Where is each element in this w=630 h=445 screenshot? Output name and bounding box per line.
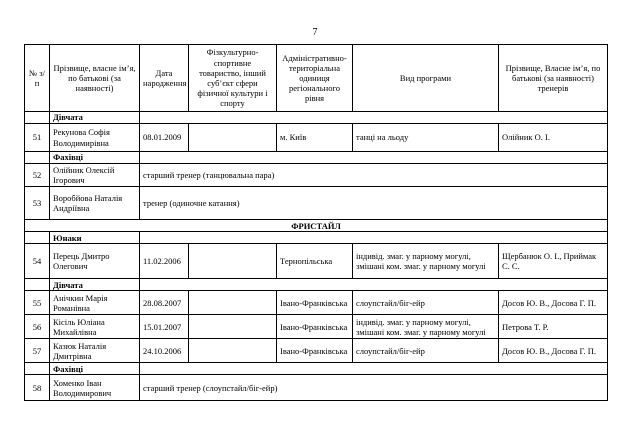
- athlete-row: [25, 291, 608, 315]
- athlete-coaches: Досов Ю. В., Досова Г. П.: [499, 291, 608, 315]
- athlete-row: [25, 339, 608, 363]
- section-filler: [140, 112, 608, 124]
- section-label: Дівчата: [50, 279, 140, 291]
- section-label: Юнаки: [50, 232, 140, 244]
- staff-role: старший тренер (слоупстайл/біг-ейр): [140, 375, 608, 401]
- row-number: 52: [25, 164, 50, 187]
- section-filler: [140, 152, 608, 164]
- athlete-name: Кісіль Юліана Михайлівна: [50, 315, 140, 339]
- athlete-program: індивід. змаг. у парному могулі, змішані ком. змаг. у парному могулі: [353, 315, 499, 339]
- athlete-name: Перець Дмитро Олегович: [50, 244, 140, 279]
- header-birthdate: Дата народження: [140, 45, 189, 112]
- section-filler: [140, 279, 608, 291]
- athlete-name: Анічкин Марія Романівна: [50, 291, 140, 315]
- staff-role: тренер (одиночне катання): [140, 187, 608, 220]
- section-label: Дівчата: [50, 112, 140, 124]
- staff-row: [25, 187, 608, 220]
- athletes-table: [24, 44, 608, 401]
- section-number-cell: [25, 363, 50, 375]
- athlete-region: Івано-Франківська: [277, 339, 353, 363]
- section-row: [25, 363, 608, 375]
- header-name: Прізвище, власне ім’я, по батькові (за наявності): [50, 45, 140, 112]
- staff-role: старший тренер (танцювальна пара): [140, 164, 608, 187]
- section-label: Фахівці: [50, 152, 140, 164]
- section-row: [25, 279, 608, 291]
- staff-row: [25, 375, 608, 401]
- row-number: 54: [25, 244, 50, 279]
- staff-name: Олійник Олексій Ігорович: [50, 164, 140, 187]
- section-filler: [140, 363, 608, 375]
- athlete-birthdate: 24.10.2006: [140, 339, 189, 363]
- athlete-birthdate: 15.01.2007: [140, 315, 189, 339]
- athlete-program: танці на льоду: [353, 124, 499, 152]
- athlete-society: [189, 339, 277, 363]
- row-number: 57: [25, 339, 50, 363]
- row-number: 55: [25, 291, 50, 315]
- sport-title-row: [25, 220, 608, 232]
- header-society: Фізкультурно-спортивне товариство, інший суб’єкт сфери фізичної культури і спорту: [189, 45, 277, 112]
- row-number: 58: [25, 375, 50, 401]
- athlete-region: Тернопільська: [277, 244, 353, 279]
- header-program: Вид програми: [353, 45, 499, 112]
- athlete-society: [189, 291, 277, 315]
- header-number: № з/п: [25, 45, 50, 112]
- athlete-birthdate: 28.08.2007: [140, 291, 189, 315]
- section-row: [25, 112, 608, 124]
- header-coaches: Прізвище, Власне ім’я, по батькові (за наявності) тренерів: [499, 45, 608, 112]
- athlete-coaches: Щербанюк О. І., Приймак С. С.: [499, 244, 608, 279]
- sport-title: ФРИСТАЙЛ: [25, 220, 608, 232]
- section-row: [25, 232, 608, 244]
- athlete-society: [189, 315, 277, 339]
- section-number-cell: [25, 112, 50, 124]
- athlete-birthdate: 11.02.2006: [140, 244, 189, 279]
- header-row: [25, 45, 608, 112]
- table-body: [25, 112, 608, 401]
- page-number: 7: [312, 27, 318, 38]
- athlete-region: Івано-Франківська: [277, 315, 353, 339]
- staff-name: Воробйова Наталія Андріївна: [50, 187, 140, 220]
- athlete-region: Івано-Франківська: [277, 291, 353, 315]
- section-number-cell: [25, 152, 50, 164]
- athlete-row: [25, 244, 608, 279]
- section-row: [25, 152, 608, 164]
- row-number: 51: [25, 124, 50, 152]
- staff-row: [25, 164, 608, 187]
- athlete-name: Казюк Наталія Дмитрівна: [50, 339, 140, 363]
- athlete-row: [25, 315, 608, 339]
- athlete-region: м. Київ: [277, 124, 353, 152]
- athlete-name: Рекунова Софія Володимирівна: [50, 124, 140, 152]
- athlete-program: слоупстайл/біг-ейр: [353, 339, 499, 363]
- athlete-program: індивід. змаг. у парному могулі, змішані ком. змаг. у парному могулі: [353, 244, 499, 279]
- header-region: Адміністративно-територіальна одиниця регіонального рівня: [277, 45, 353, 112]
- athlete-row: [25, 124, 608, 152]
- section-filler: [140, 232, 608, 244]
- athlete-society: [189, 244, 277, 279]
- athlete-society: [189, 124, 277, 152]
- athlete-coaches: Олійник О. І.: [499, 124, 608, 152]
- section-number-cell: [25, 232, 50, 244]
- athlete-birthdate: 08.01.2009: [140, 124, 189, 152]
- athlete-coaches: Петрова Т. Р.: [499, 315, 608, 339]
- row-number: 56: [25, 315, 50, 339]
- athlete-program: слоупстайл/біг-ейр: [353, 291, 499, 315]
- staff-name: Хоменко Іван Володимирович: [50, 375, 140, 401]
- section-number-cell: [25, 279, 50, 291]
- section-label: Фахівці: [50, 363, 140, 375]
- row-number: 53: [25, 187, 50, 220]
- athlete-coaches: Досов Ю. В., Досова Г. П.: [499, 339, 608, 363]
